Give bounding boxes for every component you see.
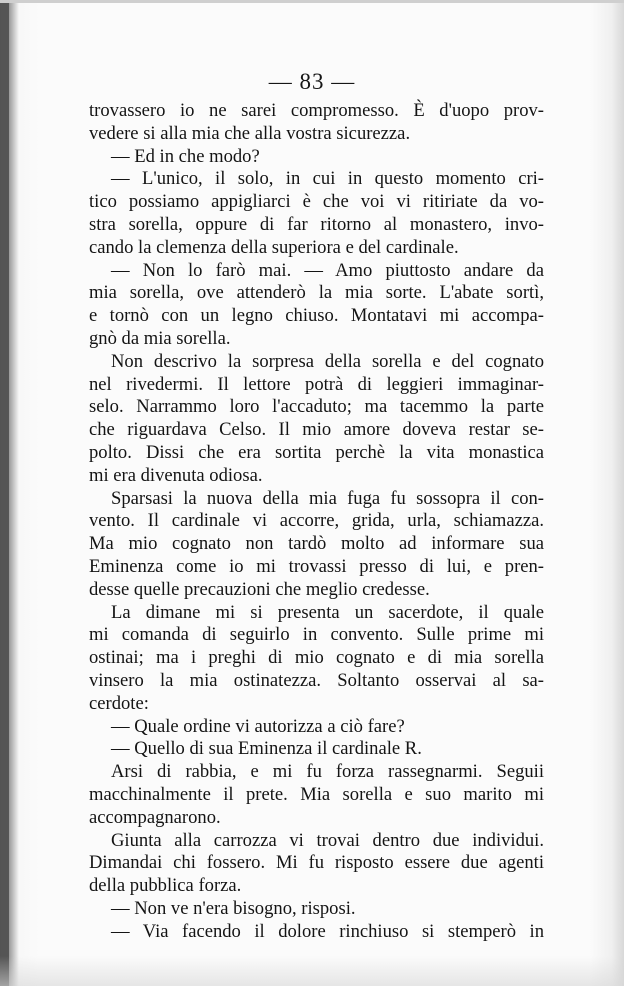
text-line: Sparsasi la nuova della mia fuga fu sossopra il con- [111, 487, 544, 509]
body-text [89, 100, 544, 943]
text-line: Arsi di rabbia, e mi fu forza rassegnarmi. Seguii [111, 761, 544, 783]
text-line: Eminenza come io mi trovassi presso di lui, e pren- [89, 555, 544, 577]
text-line: cando la clemenza della superiora e del cardinale. [89, 236, 459, 258]
text-line: mi era divenuta odiosa. [89, 464, 263, 486]
text-line: Giunta alla carrozza vi trovai dentro due individui. [111, 829, 544, 851]
text-line: selo. Narrammo loro l'accaduto; ma tacemmo la parte [89, 396, 544, 418]
text-line: desse quelle precauzioni che meglio credesse. [89, 578, 430, 600]
text-line: polto. Dissi che era sortita perchè la vita monastica [89, 441, 544, 463]
page-binding-edge [0, 3, 9, 986]
text-line: Non descrivo la sorpresa della sorella e del cognato [111, 350, 544, 372]
text-line: — Non lo farò mai. — Amo piuttosto andare da [111, 259, 544, 281]
page-number: — 83 — [268, 69, 356, 94]
text-line: — Ed in che modo? [111, 145, 260, 167]
text-line: accompagnarono. [89, 806, 221, 828]
text-line: e tornò con un legno chiuso. Montatavi mi accompa- [89, 305, 544, 327]
text-line: vedere si alla mia che alla vostra sicurezza. [89, 122, 411, 144]
page-binding-shadow [9, 3, 19, 986]
text-line: della pubblica forza. [89, 875, 242, 897]
text-line: mia sorella, ove attenderò la mia sorte. L'abate sortì, [89, 282, 544, 304]
text-line: — Via facendo il dolore rinchiuso si stemperò in [111, 920, 544, 942]
text-line: ostinai; ma i preghi di mio cognato e di mia sorella [89, 647, 544, 669]
text-line: — Quale ordine vi autorizza a ciò fare? [111, 715, 405, 737]
text-line: — Quello di sua Eminenza il cardinale R. [111, 738, 422, 760]
text-line: Ma mio cognato non tardò molto ad informare sua [89, 533, 544, 555]
text-line: stra sorella, oppure di far ritorno al monastero, invo- [89, 213, 544, 235]
page-bottom-shade [0, 956, 624, 986]
text-line: macchinalmente il prete. Mia sorella e suo marito mi [89, 783, 544, 805]
text-line: La dimane mi si presenta un sacerdote, il quale [111, 601, 544, 623]
text-line: — L'unico, il solo, in cui in questo momento cri- [111, 168, 544, 190]
text-line: che riguardava Celso. Il mio amore doveva restar se- [89, 419, 544, 441]
text-line: vento. Il cardinale vi accorre, grida, urla, schiamazza. [89, 510, 544, 532]
text-line: Dimandai chi fossero. Mi fu risposto essere due agenti [89, 852, 544, 874]
text-line: nel rivedermi. Il lettore potrà di leggieri immaginar- [89, 373, 544, 395]
text-line: vinsero la mia ostinatezza. Soltanto osservai al sa- [89, 669, 544, 691]
text-line: — Non ve n'era bisogno, risposi. [111, 897, 356, 919]
text-line: cerdote: [89, 692, 149, 714]
text-line: gnò da mia sorella. [89, 327, 231, 349]
text-line: mi comanda di seguirlo in convento. Sulle prime mi [89, 624, 544, 646]
text-line: trovassero io ne sarei compromesso. È d'uopo prov- [89, 100, 544, 121]
text-line: tico possiamo appigliarci è che voi vi ritiriate da vo- [89, 191, 544, 213]
